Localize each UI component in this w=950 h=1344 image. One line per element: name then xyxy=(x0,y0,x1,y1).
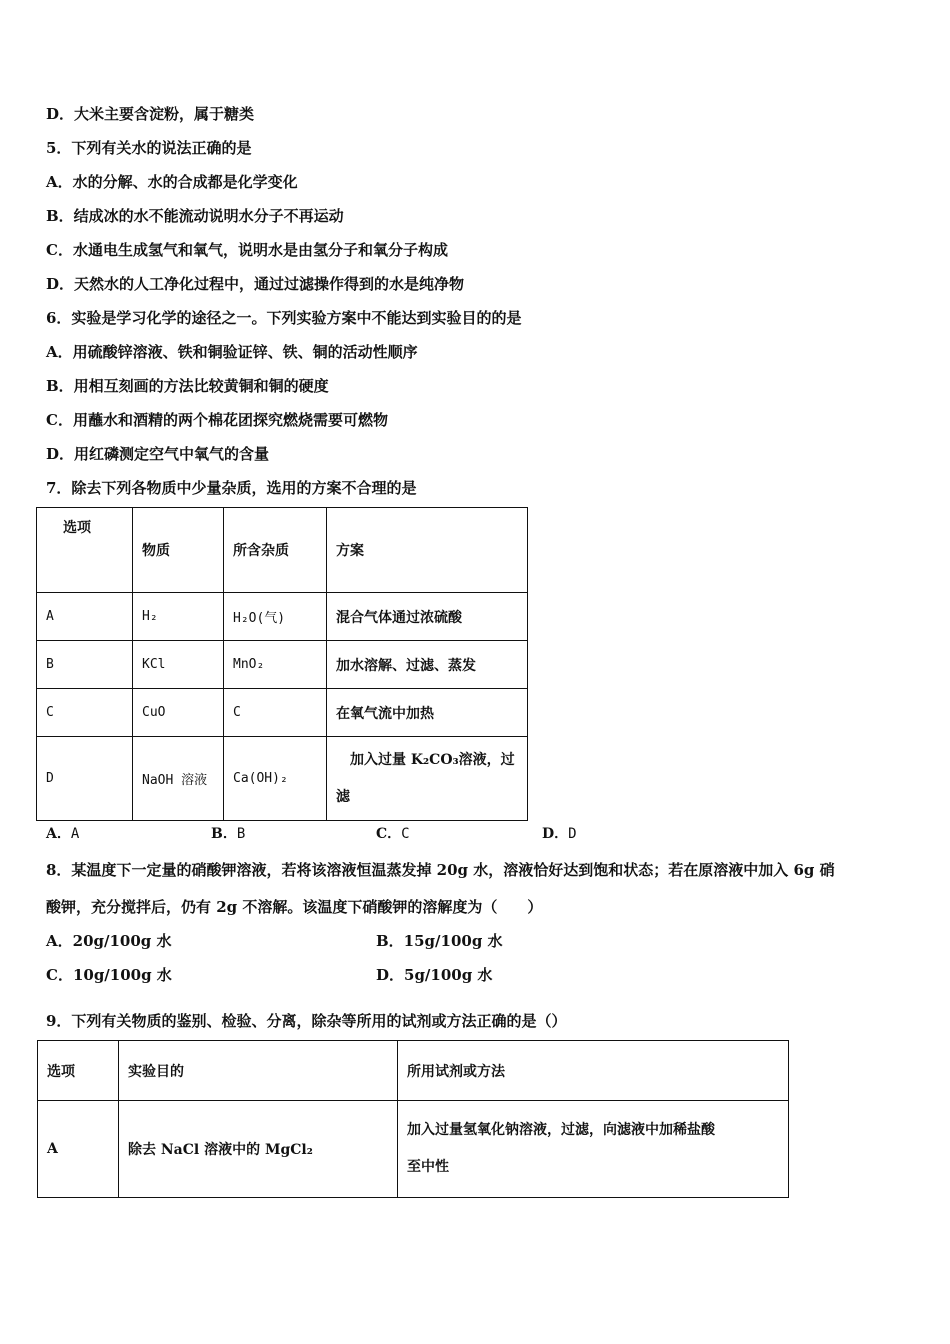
table-cell: C xyxy=(37,689,133,737)
question-9-table xyxy=(37,1040,789,1198)
question-7-option-d: D．D xyxy=(542,826,577,842)
question-7-option-a: A．A xyxy=(46,826,80,842)
table-row xyxy=(38,1101,789,1198)
question-8-stem-line-1: 8．某温度下一定量的硝酸钾溶液，若将该溶液恒温蒸发掉 20g 水，溶液恰好达到饱和状态；若在原溶液中加入 6g 硝 xyxy=(46,861,835,879)
question-8-stem-line-2: 酸钾，充分搅拌后，仍有 2g 不溶解。该温度下硝酸钾的溶解度为（ ） xyxy=(46,898,543,916)
table-row xyxy=(37,593,528,641)
table-header: 方案 xyxy=(327,508,528,593)
question-8-option-d: D．5g/100g 水 xyxy=(376,966,493,984)
table-cell: CuO xyxy=(133,689,224,737)
question-8-option-a: A．20g/100g 水 xyxy=(46,932,172,950)
question-5-option-d: D．天然水的人工净化过程中，通过过滤操作得到的水是纯净物 xyxy=(46,275,465,293)
table-cell: 混合气体通过浓硫酸 xyxy=(327,593,528,641)
table-header: 选项 xyxy=(38,1041,119,1101)
plan-line-2: 滤 xyxy=(336,788,350,805)
table-cell: H₂ xyxy=(133,593,224,641)
question-5-option-a: A．水的分解、水的合成都是化学变化 xyxy=(46,173,298,191)
table-row xyxy=(37,641,528,689)
table-cell: KCl xyxy=(133,641,224,689)
question-5-option-c: C．水通电生成氢气和氧气，说明水是由氢分子和氧分子构成 xyxy=(46,241,448,259)
table-cell: A xyxy=(38,1101,119,1198)
table-cell: B xyxy=(37,641,133,689)
table-header: 实验目的 xyxy=(119,1041,398,1101)
question-6-stem: 6．实验是学习化学的途径之一。下列实验方案中不能达到实验目的的是 xyxy=(46,309,522,327)
method-line-1: 加入过量氢氧化钠溶液，过滤，向滤液中加稀盐酸 xyxy=(407,1122,715,1138)
question-7-table xyxy=(36,507,528,821)
table-cell: D xyxy=(37,737,133,821)
question-6-option-a: A．用硫酸锌溶液、铁和铜验证锌、铁、铜的活动性顺序 xyxy=(46,343,418,361)
plan-line-1: 加入过量 K₂CO₃溶液，过 xyxy=(336,751,515,768)
table-cell: 除去 NaCl 溶液中的 MgCl₂ xyxy=(119,1101,398,1198)
question-8-option-c: C．10g/100g 水 xyxy=(46,966,172,984)
question-9-stem: 9．下列有关物质的鉴别、检验、分离，除杂等所用的试剂或方法正确的是（） xyxy=(46,1012,567,1030)
table-header: 选项 xyxy=(37,508,133,593)
question-7-stem: 7．除去下列各物质中少量杂质，选用的方案不合理的是 xyxy=(46,479,417,497)
question-6-option-b: B．用相互刻画的方法比较黄铜和铜的硬度 xyxy=(46,377,329,395)
table-cell: MnO₂ xyxy=(224,641,327,689)
table-cell: 在氧气流中加热 xyxy=(327,689,528,737)
table-row xyxy=(37,737,528,821)
question-5-stem: 5．下列有关水的说法正确的是 xyxy=(46,139,252,157)
table-cell: 加水溶解、过滤、蒸发 xyxy=(327,641,528,689)
question-6-option-c: C．用蘸水和酒精的两个棉花团探究燃烧需要可燃物 xyxy=(46,411,388,429)
table-row xyxy=(38,1041,789,1101)
method-line-2: 至中性 xyxy=(407,1159,449,1175)
table-header: 所用试剂或方法 xyxy=(398,1041,789,1101)
table-header: 物质 xyxy=(133,508,224,593)
table-cell xyxy=(398,1101,789,1198)
question-8-option-b: B．15g/100g 水 xyxy=(376,932,503,950)
question-6-option-d: D．用红磷测定空气中氧气的含量 xyxy=(46,445,270,463)
question-7-option-b: B．B xyxy=(211,826,246,842)
table-row xyxy=(37,689,528,737)
table-cell: NaOH 溶液 xyxy=(133,737,224,821)
table-cell: C xyxy=(224,689,327,737)
table-header: 所含杂质 xyxy=(224,508,327,593)
table-cell: Ca(OH)₂ xyxy=(224,737,327,821)
question-line-d-rice: D．大米主要含淀粉，属于糖类 xyxy=(46,105,255,123)
question-7-option-c: C．C xyxy=(376,826,410,842)
table-cell: A xyxy=(37,593,133,641)
table-cell xyxy=(327,737,528,821)
table-cell: H₂O(气) xyxy=(224,593,327,641)
question-5-option-b: B．结成冰的水不能流动说明水分子不再运动 xyxy=(46,207,344,225)
